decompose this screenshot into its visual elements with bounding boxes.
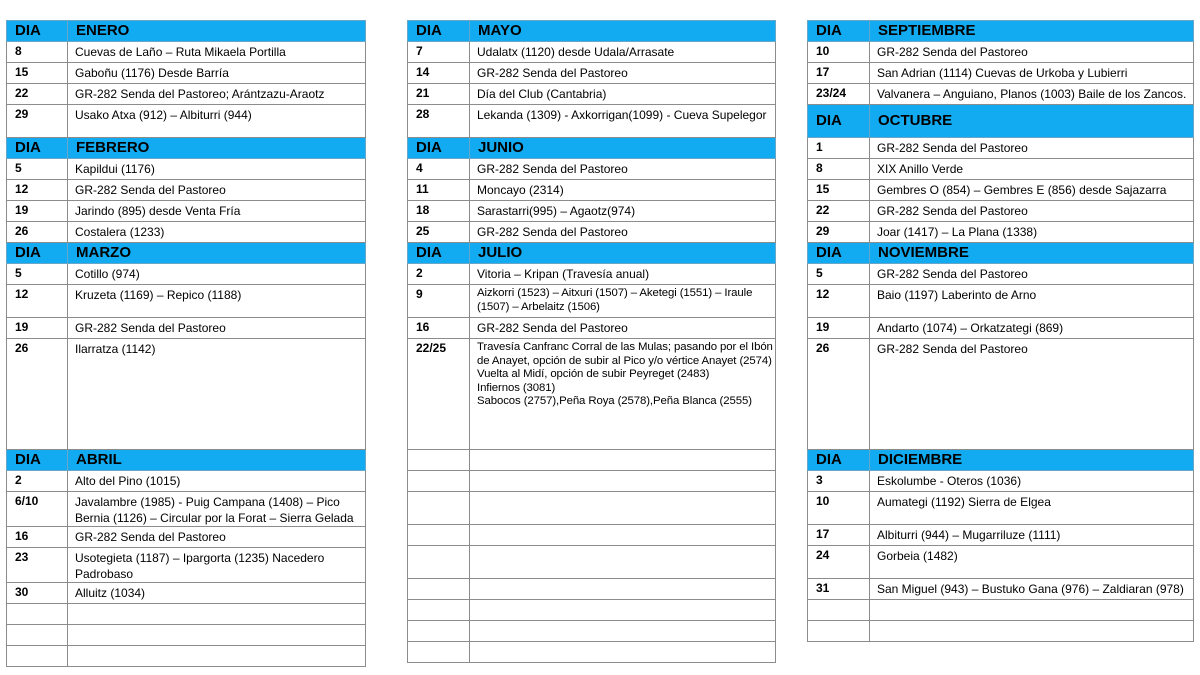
table-row	[408, 63, 776, 84]
day-cell: 16	[408, 318, 470, 339]
table-row	[408, 642, 776, 663]
table-row	[7, 471, 366, 492]
event-cell: Udalatx (1120) desde Udala/Arrasate	[470, 42, 776, 63]
month-header-row	[7, 21, 366, 42]
table-row	[808, 492, 1194, 525]
month-header-row	[408, 450, 776, 471]
day-cell: 29	[7, 105, 68, 138]
table-row	[7, 63, 366, 84]
day-cell: 1	[808, 138, 870, 159]
table-row	[808, 471, 1194, 492]
event-cell: Jarindo (895) desde Venta Fría	[68, 201, 366, 222]
table-row	[7, 105, 366, 138]
day-cell	[7, 604, 68, 625]
day-cell: 19	[7, 201, 68, 222]
month-header-row	[7, 243, 366, 264]
month-name: SEPTIEMBRE	[870, 21, 1194, 42]
month-name: OCTUBRE	[870, 105, 1194, 138]
table-row	[7, 285, 366, 318]
event-cell: Usotegieta (1187) – Ipargorta (1235) Nacedero Padrobaso	[68, 548, 366, 583]
event-cell: GR-282 Senda del Pastoreo	[870, 339, 1194, 450]
day-cell	[408, 492, 470, 525]
table-row	[7, 180, 366, 201]
month-name: NOVIEMBRE	[870, 243, 1194, 264]
event-line: Vuelta al Midí, opción de subir Peyreget (2483)	[477, 368, 710, 380]
table-row	[408, 600, 776, 621]
day-cell: 24	[808, 546, 870, 579]
dia-header: DIA	[7, 243, 68, 264]
table-row	[808, 138, 1194, 159]
event-cell	[470, 339, 776, 450]
month-name: FEBRERO	[68, 138, 366, 159]
table-row	[808, 285, 1194, 318]
day-cell: 6/10	[7, 492, 68, 527]
table-row	[808, 318, 1194, 339]
table-row	[408, 525, 776, 546]
event-cell: Aizkorri (1523) – Aitxuri (1507) – Aketegi (1551) – Iraule (1507) – Arbelaitz (1506)	[470, 285, 776, 318]
day-cell: 15	[7, 63, 68, 84]
table-row	[408, 264, 776, 285]
month-name: MAYO	[470, 21, 776, 42]
event-cell	[68, 604, 366, 625]
event-cell: GR-282 Senda del Pastoreo	[870, 264, 1194, 285]
event-cell: San Adrian (1114) Cuevas de Urkoba y Lubierri	[870, 63, 1194, 84]
event-cell: Sarastarri(995) – Agaotz(974)	[470, 201, 776, 222]
day-cell: 7	[408, 42, 470, 63]
day-cell: 19	[808, 318, 870, 339]
event-cell: GR-282 Senda del Pastoreo	[470, 159, 776, 180]
day-cell: 18	[408, 201, 470, 222]
day-cell: 14	[408, 63, 470, 84]
table-row	[808, 42, 1194, 63]
table-row	[408, 285, 776, 318]
event-cell: Cuevas de Laño – Ruta Mikaela Portilla	[68, 42, 366, 63]
day-cell: 30	[7, 583, 68, 604]
event-cell	[470, 642, 776, 663]
table-row	[7, 222, 366, 243]
day-cell: 3	[808, 471, 870, 492]
event-line: Sabocos (2757),Peña Roya (2578),Peña Blanca (2555)	[477, 395, 752, 407]
event-cell: Gorbeia (1482)	[870, 546, 1194, 579]
table-row	[7, 548, 366, 583]
event-cell: GR-282 Senda del Pastoreo	[470, 222, 776, 243]
table-row	[408, 201, 776, 222]
event-cell: GR-282 Senda del Pastoreo	[870, 42, 1194, 63]
day-cell: 16	[7, 527, 68, 548]
day-cell: 25	[408, 222, 470, 243]
day-cell: 26	[7, 222, 68, 243]
event-cell: GR-282 Senda del Pastoreo	[870, 201, 1194, 222]
month-header-row	[808, 21, 1194, 42]
dia-header: DIA	[808, 243, 870, 264]
event-cell	[68, 646, 366, 667]
dia-header: DIA	[408, 243, 470, 264]
event-cell: Cotillo (974)	[68, 264, 366, 285]
day-cell: 15	[808, 180, 870, 201]
day-cell	[7, 646, 68, 667]
day-cell: 26	[808, 339, 870, 450]
day-cell: 19	[7, 318, 68, 339]
table-row	[7, 318, 366, 339]
event-cell: Alluitz (1034)	[68, 583, 366, 604]
table-row	[7, 604, 366, 625]
day-cell	[408, 471, 470, 492]
table-row	[408, 579, 776, 600]
day-cell: 26	[7, 339, 68, 450]
event-line: Travesía Canfranc Corral de las Mulas; pasando por el Ibón de Anayet, opción de subir al Pico y/o vértice Anayet (2574)	[477, 341, 773, 367]
day-cell: 8	[808, 159, 870, 180]
event-cell	[470, 525, 776, 546]
table-row	[7, 527, 366, 548]
day-cell	[808, 621, 870, 642]
event-cell: Aumategi (1192) Sierra de Elgea	[870, 492, 1194, 525]
table-row	[408, 339, 776, 450]
table-row	[808, 222, 1194, 243]
table-row	[808, 579, 1194, 600]
day-cell	[408, 600, 470, 621]
event-cell: Andarto (1074) – Orkatzategi (869)	[870, 318, 1194, 339]
day-cell: 21	[408, 84, 470, 105]
event-cell: Albiturri (944) – Mugarriluze (1111)	[870, 525, 1194, 546]
day-cell: 11	[408, 180, 470, 201]
day-cell	[408, 525, 470, 546]
table-row	[808, 621, 1194, 642]
calendar-table	[407, 20, 776, 663]
dia-header: DIA	[408, 138, 470, 159]
month-header-row	[7, 138, 366, 159]
day-cell: 2	[408, 264, 470, 285]
table-row	[7, 201, 366, 222]
dia-header: DIA	[808, 450, 870, 471]
table-row	[408, 180, 776, 201]
dia-header: DIA	[7, 450, 68, 471]
table-row	[7, 159, 366, 180]
table-row	[808, 180, 1194, 201]
event-cell: Javalambre (1985) - Puig Campana (1408) – Pico Bernia (1126) – Circular por la Forat – Sierra Gelada	[68, 492, 366, 527]
day-cell	[408, 642, 470, 663]
event-cell: GR-282 Senda del Pastoreo	[470, 63, 776, 84]
dia-header: DIA	[808, 105, 870, 138]
dia-header: DIA	[408, 21, 470, 42]
table-row	[808, 63, 1194, 84]
day-cell	[408, 621, 470, 642]
day-cell: 4	[408, 159, 470, 180]
day-cell: 22/25	[408, 339, 470, 450]
event-cell	[470, 492, 776, 525]
day-cell: 10	[808, 42, 870, 63]
table-row	[808, 600, 1194, 621]
day-cell: 29	[808, 222, 870, 243]
day-cell: 5	[7, 264, 68, 285]
table-row	[408, 42, 776, 63]
event-cell: GR-282 Senda del Pastoreo	[68, 527, 366, 548]
table-row	[7, 646, 366, 667]
table-row	[7, 492, 366, 527]
calendar-table	[6, 20, 366, 667]
table-row	[808, 201, 1194, 222]
table-row	[408, 105, 776, 138]
event-cell: GR-282 Senda del Pastoreo	[470, 318, 776, 339]
day-cell: 5	[7, 159, 68, 180]
day-cell: 8	[7, 42, 68, 63]
month-header-row	[808, 243, 1194, 264]
event-cell: Usako Atxa (912) – Albiturri (944)	[68, 105, 366, 138]
calendar-column-3	[807, 20, 1193, 642]
event-cell	[470, 471, 776, 492]
table-row	[808, 525, 1194, 546]
event-cell: Vitoria – Kripan (Travesía anual)	[470, 264, 776, 285]
month-name: JULIO	[470, 243, 776, 264]
event-cell: San Miguel (943) – Bustuko Gana (976) – Zaldiaran (978)	[870, 579, 1194, 600]
table-row	[7, 42, 366, 63]
empty-cell	[408, 450, 470, 471]
table-row	[408, 492, 776, 525]
day-cell: 12	[808, 285, 870, 318]
table-row	[7, 339, 366, 450]
month-name: JUNIO	[470, 138, 776, 159]
table-row	[7, 84, 366, 105]
day-cell: 9	[408, 285, 470, 318]
table-row	[7, 264, 366, 285]
month-header-row	[408, 21, 776, 42]
day-cell: 12	[7, 285, 68, 318]
event-cell: Valvanera – Anguiano, Planos (1003) Baile de los Zancos.	[870, 84, 1194, 105]
event-cell: GR-282 Senda del Pastoreo	[870, 138, 1194, 159]
calendar-column-1	[6, 20, 365, 667]
dia-header: DIA	[7, 138, 68, 159]
table-row	[808, 159, 1194, 180]
month-header-row	[808, 450, 1194, 471]
table-row	[7, 583, 366, 604]
table-row	[7, 625, 366, 646]
month-name: DICIEMBRE	[870, 450, 1194, 471]
calendar-column-2	[407, 20, 775, 663]
day-cell	[408, 546, 470, 579]
month-name: ABRIL	[68, 450, 366, 471]
month-name: MARZO	[68, 243, 366, 264]
calendar-table	[807, 20, 1194, 642]
month-name: ENERO	[68, 21, 366, 42]
table-row	[808, 264, 1194, 285]
event-cell: Alto del Pino (1015)	[68, 471, 366, 492]
table-row	[808, 339, 1194, 450]
day-cell	[408, 579, 470, 600]
event-cell: Joar (1417) – La Plana (1338)	[870, 222, 1194, 243]
event-cell: XIX Anillo Verde	[870, 159, 1194, 180]
event-cell	[870, 600, 1194, 621]
day-cell: 23	[7, 548, 68, 583]
month-header-row	[408, 138, 776, 159]
event-cell: Día del Club (Cantabria)	[470, 84, 776, 105]
table-row	[808, 546, 1194, 579]
event-cell	[470, 600, 776, 621]
day-cell: 28	[408, 105, 470, 138]
table-row	[408, 471, 776, 492]
event-cell: Moncayo (2314)	[470, 180, 776, 201]
day-cell: 10	[808, 492, 870, 525]
empty-cell	[470, 450, 776, 471]
day-cell: 12	[7, 180, 68, 201]
day-cell: 22	[7, 84, 68, 105]
dia-header: DIA	[7, 21, 68, 42]
day-cell: 22	[808, 201, 870, 222]
day-cell: 5	[808, 264, 870, 285]
table-row	[408, 546, 776, 579]
event-cell: Gaboñu (1176) Desde Barría	[68, 63, 366, 84]
event-cell: GR-282 Senda del Pastoreo	[68, 180, 366, 201]
event-cell: Eskolumbe - Oteros (1036)	[870, 471, 1194, 492]
table-row	[408, 621, 776, 642]
table-row	[408, 84, 776, 105]
event-cell	[470, 579, 776, 600]
day-cell	[7, 625, 68, 646]
day-cell: 17	[808, 63, 870, 84]
event-cell: Ilarratza (1142)	[68, 339, 366, 450]
day-cell: 31	[808, 579, 870, 600]
event-cell: GR-282 Senda del Pastoreo	[68, 318, 366, 339]
day-cell: 2	[7, 471, 68, 492]
month-header-row	[808, 105, 1194, 138]
event-cell: Gembres O (854) – Gembres E (856) desde Sajazarra	[870, 180, 1194, 201]
event-line: Infiernos (3081)	[477, 381, 556, 394]
event-cell	[470, 621, 776, 642]
event-cell: Baio (1197) Laberinto de Arno	[870, 285, 1194, 318]
day-cell: 17	[808, 525, 870, 546]
event-cell: Kapildui (1176)	[68, 159, 366, 180]
event-cell	[68, 625, 366, 646]
table-row	[408, 159, 776, 180]
event-cell	[470, 546, 776, 579]
event-cell: Kruzeta (1169) – Repico (1188)	[68, 285, 366, 318]
event-cell: GR-282 Senda del Pastoreo; Arántzazu-Araotz	[68, 84, 366, 105]
table-row	[408, 318, 776, 339]
event-cell	[870, 621, 1194, 642]
event-cell: Lekanda (1309) - Axkorrigan(1099) - Cueva Supelegor	[470, 105, 776, 138]
day-cell	[808, 600, 870, 621]
month-header-row	[7, 450, 366, 471]
month-header-row	[408, 243, 776, 264]
table-row	[808, 84, 1194, 105]
table-row	[408, 222, 776, 243]
dia-header: DIA	[808, 21, 870, 42]
day-cell: 23/24	[808, 84, 870, 105]
event-cell: Costalera (1233)	[68, 222, 366, 243]
